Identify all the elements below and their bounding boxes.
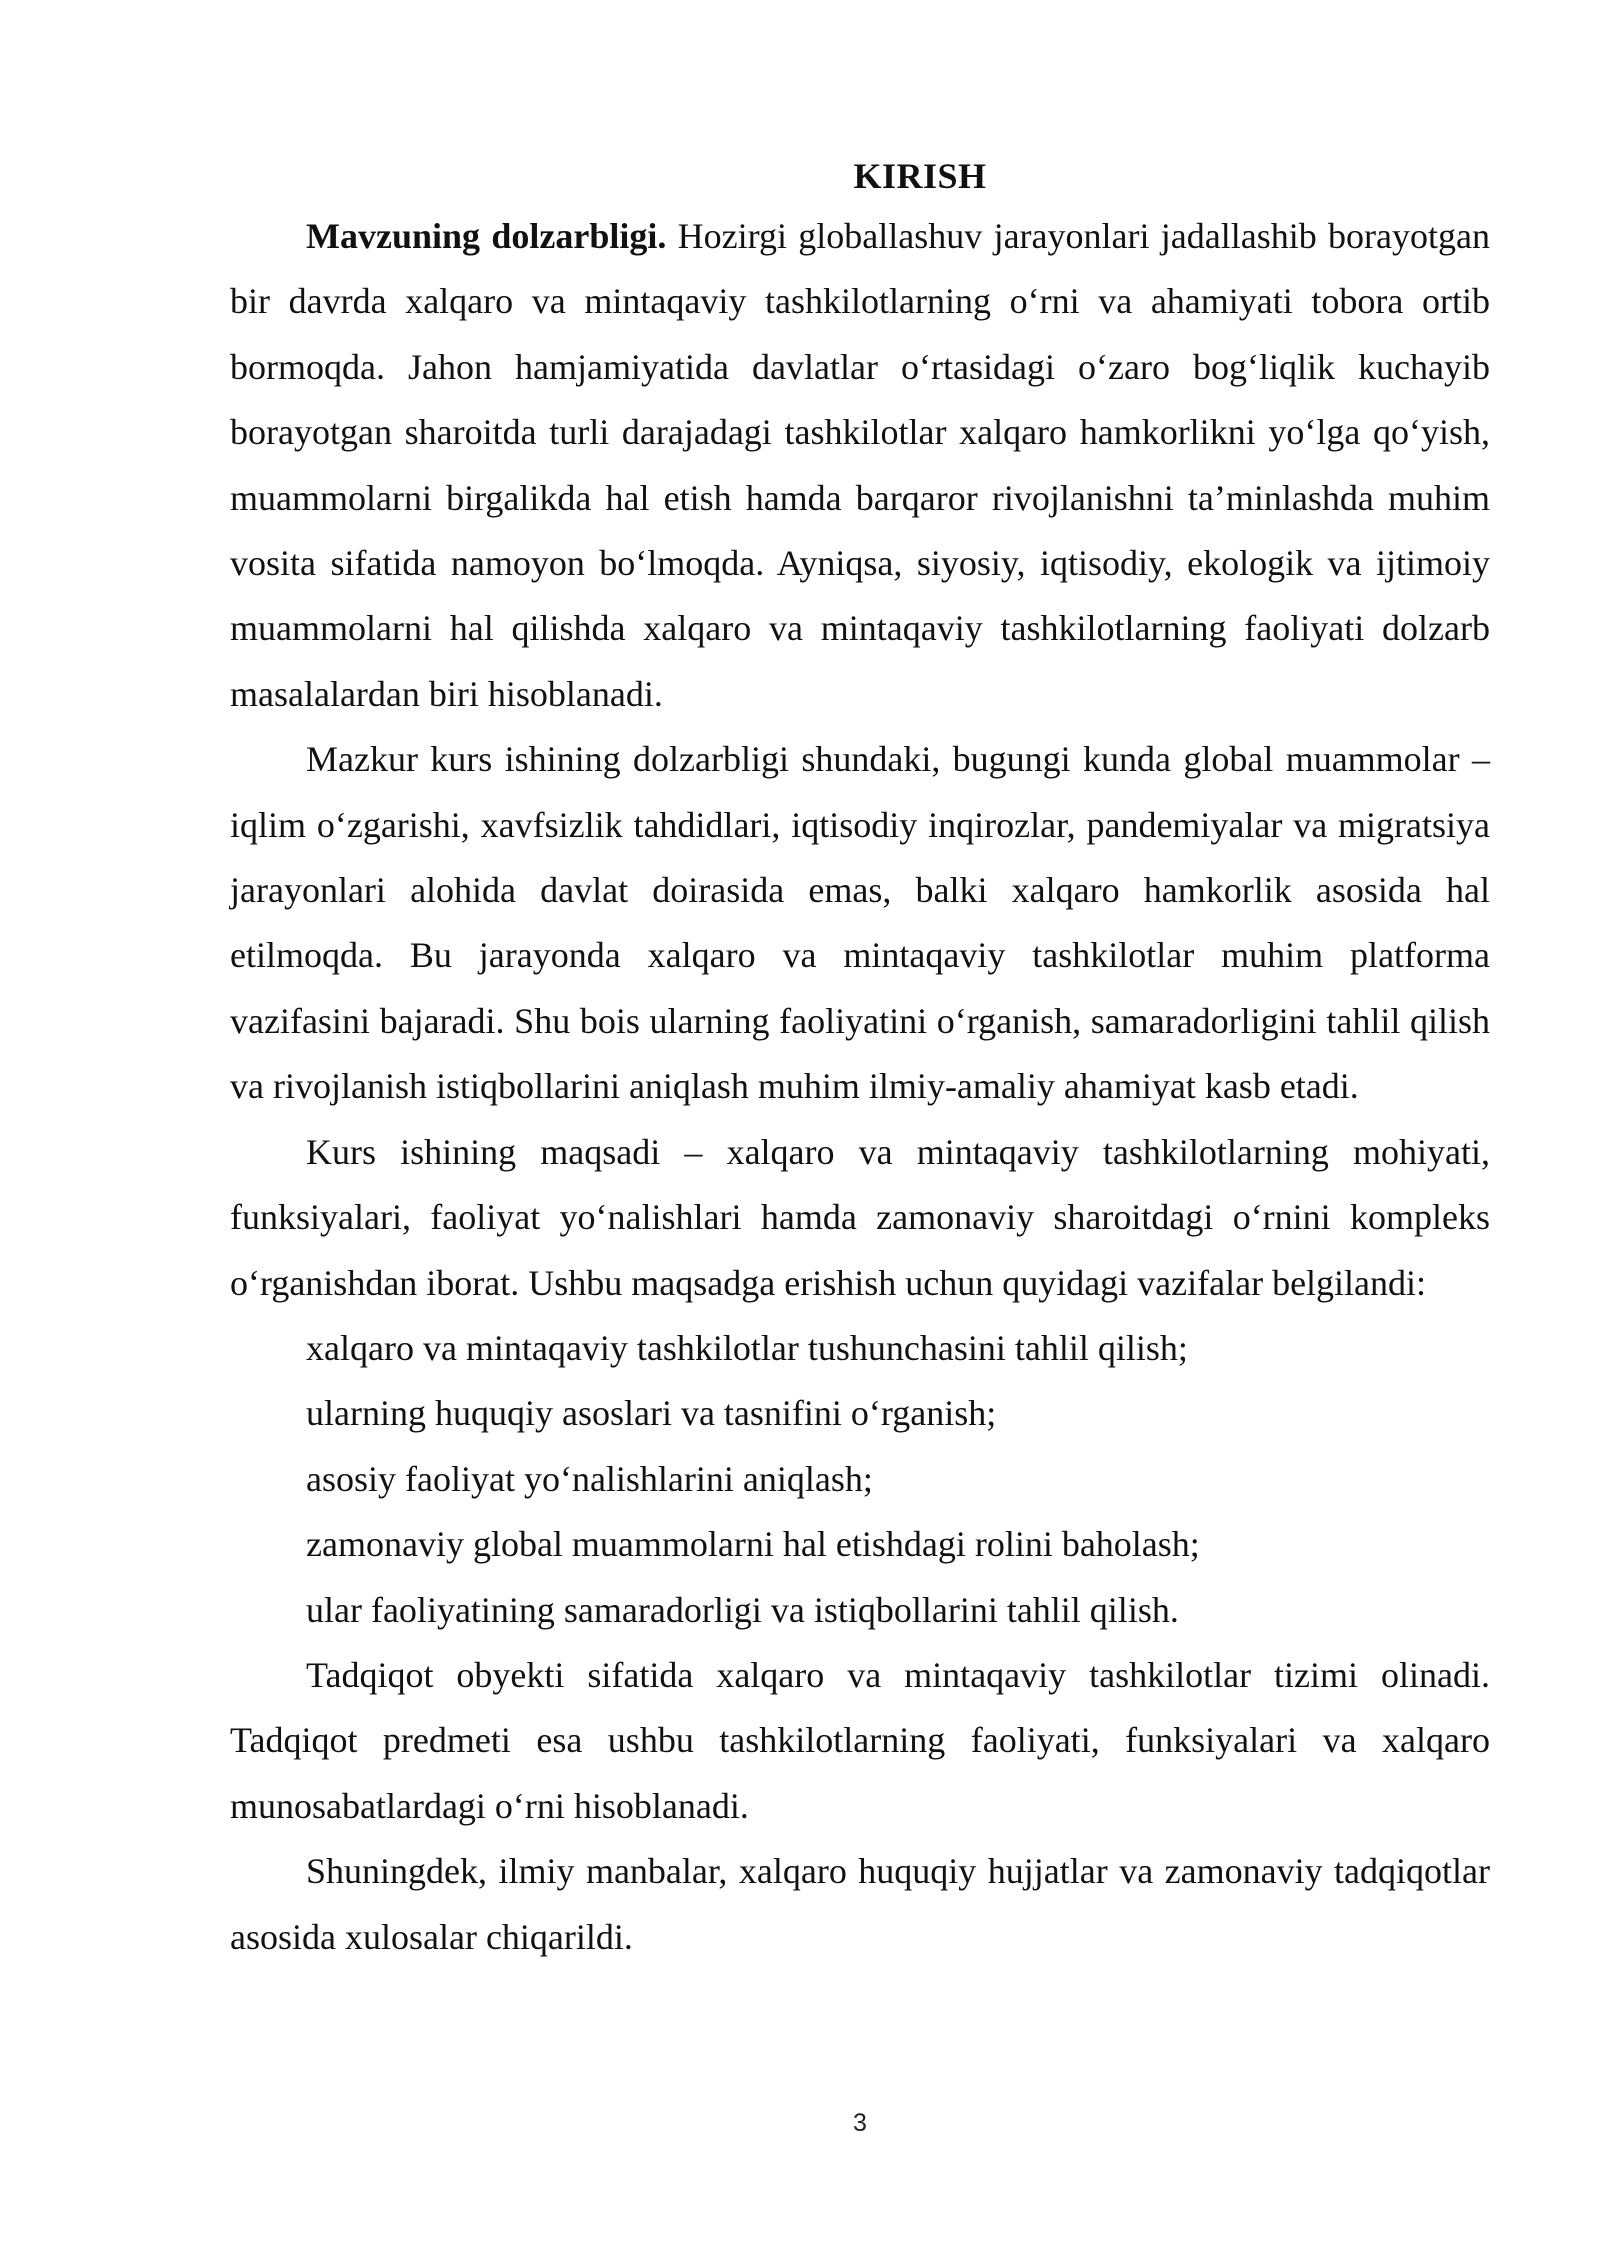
page-body xyxy=(230,148,1490,1970)
task-item: ular faoliyatining samaradorligi va istiqbollarini tahlil qilish. xyxy=(306,1589,1179,1630)
paragraph-relevance xyxy=(230,204,1490,727)
task-item: xalqaro va mintaqaviy tashkilotlar tushunchasini tahlil qilish; xyxy=(306,1327,1188,1368)
task-item: asosiy faoliyat yo‘nalishlarini aniqlash; xyxy=(306,1458,873,1499)
paragraph-research-object: Tadqiqot obyekti sifatida xalqaro va mintaqaviy tashkilotlar tizimi olinadi. Tadqiqot predmeti esa ushbu tashkilotlarning faoliyati, funksiyalari va xalqaro munosabatlardagi o‘rni hisoblanadi. xyxy=(230,1654,1490,1826)
paragraph-text: Hozirgi globallashuv jarayonlari jadallashib borayotgan bir davrda xalqaro va mintaqaviy tashkilotlarning o‘rni va ahamiyati tobora ortib bormoqda. Jahon hamjamiyatida davlatlar o‘rtasidagi o‘zaro bog‘liqlik kuchayib borayotgan sharoitda turli darajadagi tashkilotlar xalqaro hamkorlikni yo‘lga qo‘yish, muammolarni birgalikda hal etish hamda barqaror rivojlanishni ta’minlashda muhim vosita sifatida namoyon bo‘lmoqda. Ayniqsa, siyosiy, iqtisodiy, ekologik va ijtimoiy muammolarni hal qilishda xalqaro va mintaqaviy tashkilotlarning faoliyati dolzarb masalalardan biri hisoblanadi. xyxy=(230,216,1491,714)
page-number: 3 xyxy=(853,2109,867,2137)
section-heading: KIRISH xyxy=(853,156,987,196)
task-item: zamonaviy global muammolarni hal etishdagi rolini baholash; xyxy=(306,1524,1200,1565)
paragraph-lead: Mavzuning dolzarbligi. xyxy=(306,216,667,256)
paragraph-relevance-detail: Mazkur kurs ishining dolzarbligi shundaki, bugungi kunda global muammolar – iqlim o‘zgarishi, xavfsizlik tahdidlari, iqtisodiy inqirozlar, pandemiyalar va migratsiya jarayonlari alohida davlat doirasida emas, balki xalqaro hamkorlik asosida hal etilmoqda. Bu jarayonda xalqaro va mintaqaviy tashkilotlar muhim platforma vazifasini bajaradi. Shu bois ularning faoliyatini o‘rganish, samaradorligini tahlil qilish va rivojlanish istiqbollarini aniqlash muhim ilmiy-amaliy ahamiyat kasb etadi. xyxy=(230,739,1490,1107)
task-list xyxy=(230,1316,1490,1643)
task-item: ularning huquqiy asoslari va tasnifini o‘rganish; xyxy=(306,1393,997,1434)
paragraph-goal: Kurs ishining maqsadi – xalqaro va mintaqaviy tashkilotlarning mohiyati, funksiyalari, faoliyat yo‘nalishlari hamda zamonaviy sharoitdagi o‘rnini kompleks o‘rganishdan iborat. Ushbu maqsadga erishish uchun quyidagi vazifalar belgilandi: xyxy=(230,1131,1490,1303)
paragraph-conclusion: Shuningdek, ilmiy manbalar, xalqaro huquqiy hujjatlar va zamonaviy tadqiqotlar asosida xulosalar chiqarildi. xyxy=(230,1851,1490,1957)
